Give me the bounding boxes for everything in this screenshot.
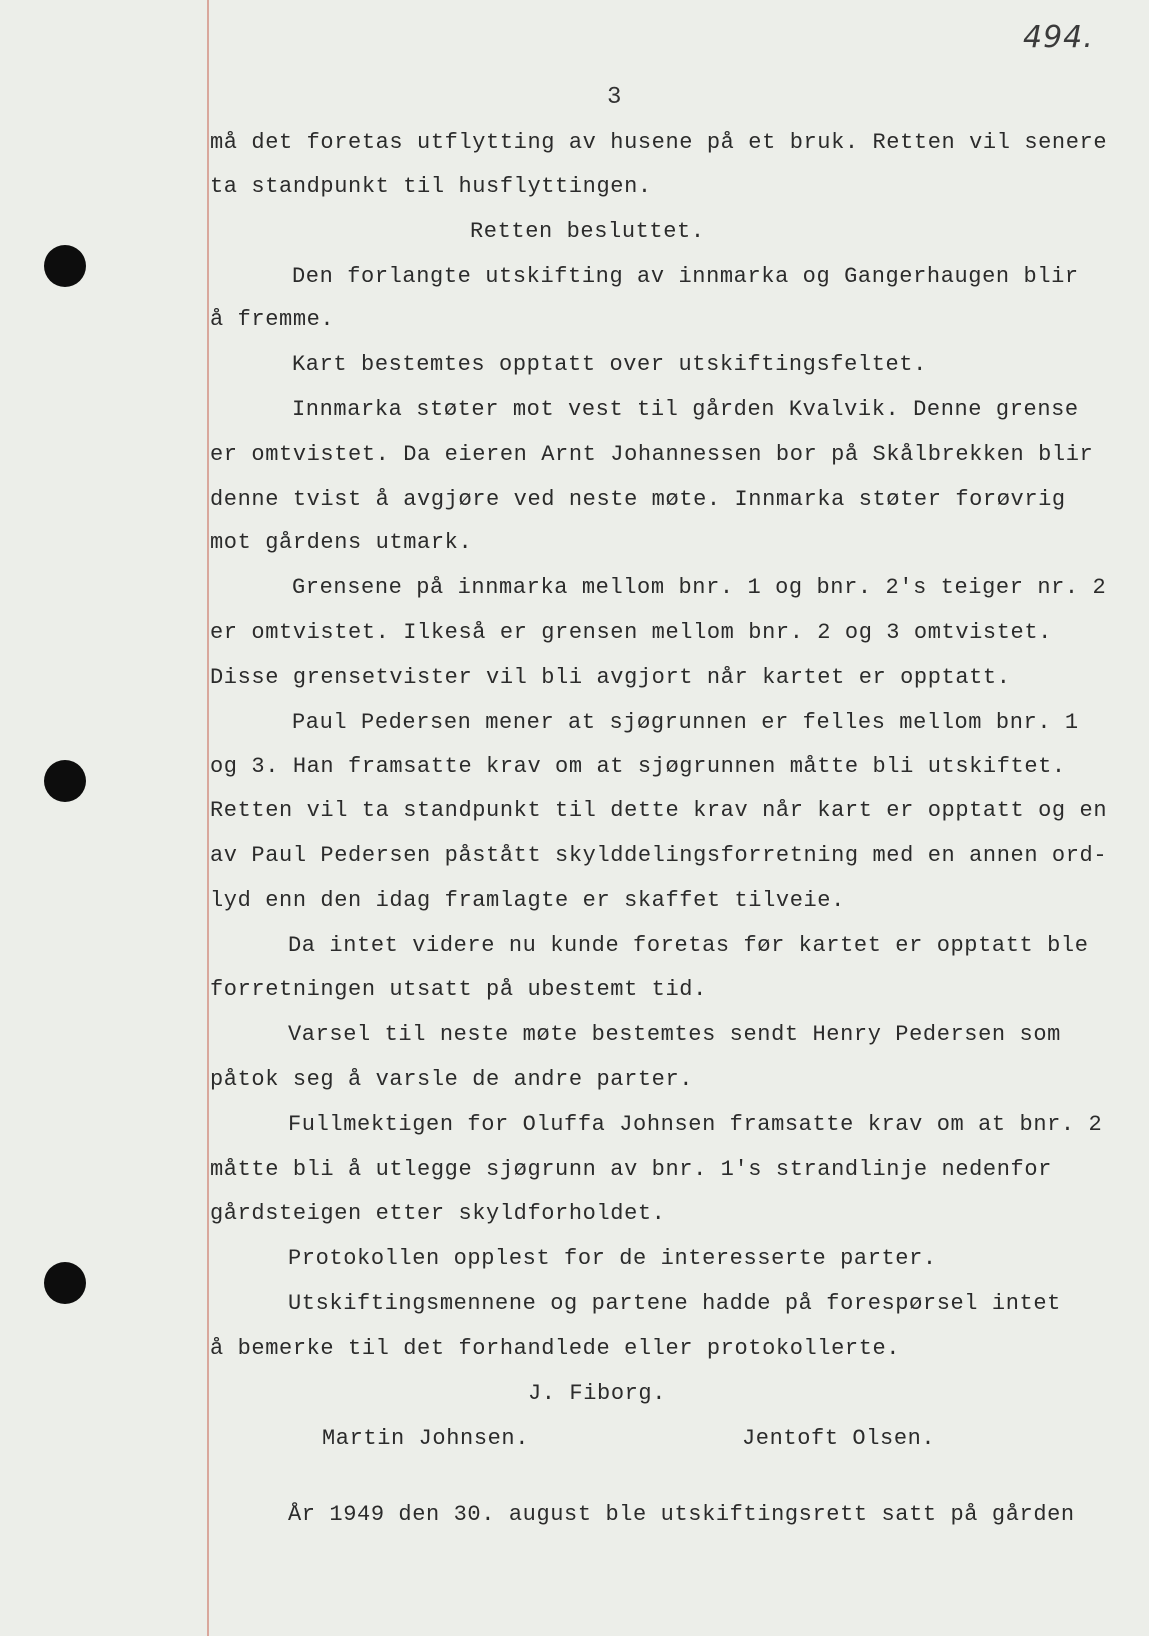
text-line: Grensene på innmarka mellom bnr. 1 og bnr. 2's teiger nr. 2 <box>292 575 1107 600</box>
text-line: Fullmektigen for Oluffa Johnsen framsatte krav om at bnr. 2 <box>288 1112 1103 1137</box>
text-line: av Paul Pedersen påstått skylddelingsforretning med en annen ord- <box>210 843 1108 868</box>
text-line: Paul Pedersen mener at sjøgrunnen er felles mellom bnr. 1 <box>292 710 1079 735</box>
margin-rule <box>207 0 209 1636</box>
text-line: å fremme. <box>210 307 335 332</box>
sheet-number: 3 <box>607 84 622 111</box>
signature-line: Jentoft Olsen. <box>742 1426 936 1451</box>
text-line: År 1949 den 30. august ble utskiftingsrett satt på gården <box>288 1502 1075 1527</box>
text-line: måtte bli å utlegge sjøgrunn av bnr. 1's strandlinje nedenfor <box>210 1157 1052 1182</box>
punch-hole-middle <box>44 760 86 802</box>
signature-line: J. Fiborg. <box>528 1381 667 1406</box>
text-line: er omtvistet. Ilkeså er grensen mellom bnr. 2 og 3 omtvistet. <box>210 620 1052 645</box>
punch-hole-top <box>44 245 86 287</box>
text-line: Protokollen opplest for de interesserte parter. <box>288 1246 937 1271</box>
text-line: Innmarka støter mot vest til gården Kvalvik. Denne grense <box>292 397 1079 422</box>
handwritten-page-number: 494. <box>1023 20 1094 55</box>
text-line: Kart bestemtes opptatt over utskiftingsfeltet. <box>292 352 927 377</box>
punch-hole-bottom <box>44 1262 86 1304</box>
text-line: Retten besluttet. <box>470 219 705 244</box>
text-line: påtok seg å varsle de andre parter. <box>210 1067 694 1092</box>
text-line: forretningen utsatt på ubestemt tid. <box>210 977 707 1002</box>
text-line: Da intet videre nu kunde foretas før kartet er opptatt ble <box>288 933 1089 958</box>
signature-line: Martin Johnsen. <box>322 1426 530 1451</box>
text-line: denne tvist å avgjøre ved neste møte. Innmarka støter forøvrig <box>210 487 1066 512</box>
text-line: Utskiftingsmennene og partene hadde på forespørsel intet <box>288 1291 1061 1316</box>
text-line: gårdsteigen etter skyldforholdet. <box>210 1201 666 1226</box>
text-line: Disse grensetvister vil bli avgjort når kartet er opptatt. <box>210 665 1011 690</box>
text-line: lyd enn den idag framlagte er skaffet tilveie. <box>210 888 845 913</box>
text-line: og 3. Han framsatte krav om at sjøgrunnen måtte bli utskiftet. <box>210 754 1066 779</box>
text-line: ta standpunkt til husflyttingen. <box>210 174 652 199</box>
text-line: Den forlangte utskifting av innmarka og Gangerhaugen blir <box>292 264 1079 289</box>
text-line: å bemerke til det forhandlede eller protokollerte. <box>210 1336 901 1361</box>
text-line: må det foretas utflytting av husene på et bruk. Retten vil senere <box>210 130 1108 155</box>
text-line: er omtvistet. Da eieren Arnt Johannessen bor på Skålbrekken blir <box>210 442 1094 467</box>
text-line: mot gårdens utmark. <box>210 530 473 555</box>
text-line: Varsel til neste møte bestemtes sendt Henry Pedersen som <box>288 1022 1061 1047</box>
text-line: Retten vil ta standpunkt til dette krav når kart er opptatt og en <box>210 798 1108 823</box>
